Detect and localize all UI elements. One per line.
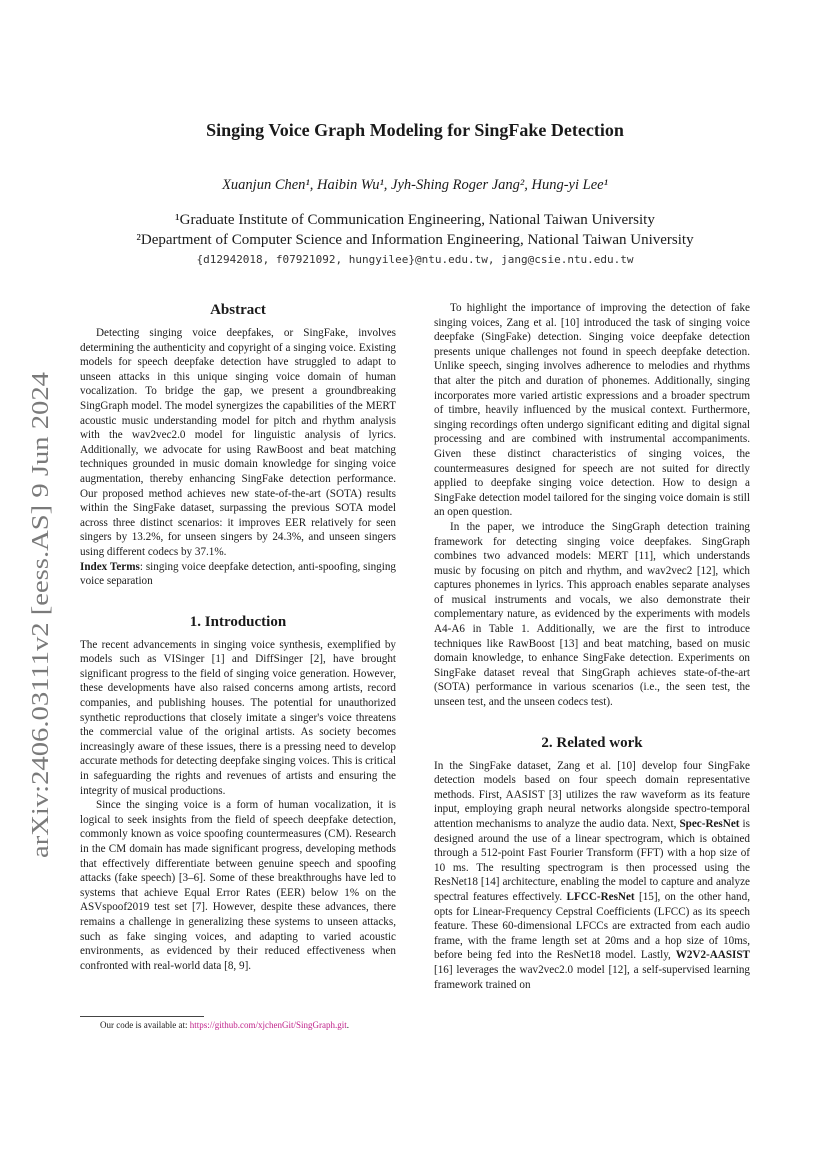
intro-paragraph-3: To highlight the importance of improving the detection of fake singing voices, Zang et al. [10] introduced the task of singing voice deepfake (SingFake) detection. Singing voice deepfake detection presents unique challenges not found in speech deepfake detection. Unlike speech, singing involves adherence to melodies and rhythms that alter the pitch and duration of phonemes. Additionally, singing incorporates more varied artistic expressions and a broader spectrum of timbre, heavily influenced by the musical context. Furthermore, singing recordings often undergo significant editing and digital signal processing and are combined with instrumental accompaniments. Given these distinct characteristics of singing voices, the countermeasures designed for speech are not suited for directly applied to deepfake singing voice detection. How to design a SingFake detection model tailored for the singing voice domain is still an open question. [434, 302, 750, 519]
intro-paragraph-4: In the paper, we introduce the SingGraph detection training framework for detecting singing voice deepfakes. SingGraph combines two advanced models: MERT [11], which understands music by focusing on pitch and rhythm, and wav2vec2 [12], which captures phonemes in lyrics. This approach enables separate analyses of musical instruments and vocals, we also demonstrate their complementary nature, as evidenced by the experiments with models A4-A6 in Table 1. Additionally, we are the first to introduce techniques like RawBoost [13] and beat matching, based on music domain knowledge, to enhance SingFake detection. Experiments on SingFake dataset reveal that SingGraph achieves state-of-the-art (SOTA) performance in various scenarios (i.e., the seen test, the unseen test, and the unseen codecs test). [434, 520, 750, 709]
related-text-3: [15], on the other hand, opts for Linear-Frequency Cepstral Coefficients (LFCC) as its speech feature. These 60-dimensional LFCCs are extracted from each audio frame, with the frame length set at 20ms and a hop size of 10ms, before being fed into the ResNet18 model. Lastly, [434, 890, 750, 962]
footnote-end: . [346, 1020, 349, 1030]
introduction-heading: 1. Introduction [189, 613, 287, 630]
arxiv-side-stamp [18, 370, 58, 860]
affiliation-2: ²Department of Computer Science and Information Engineering, National Taiwan University [136, 232, 694, 248]
arxiv-stamp-text: arXiv:2406.03111v2 [eess.AS] 9 Jun 2024 [27, 441, 54, 858]
index-terms-text: : singing voice deepfake detection, anti-spoofing, singing voice separation [80, 560, 396, 588]
related-text-1: In the SingFake dataset, Zang et al. [10] develop four SingFake detection models based on four speech domain representative methods. First, AASIST [3] utilizes the raw waveform as its feature input, employing graph neural networks alongside spectro-temporal attention mechanisms to analyze the audio data. Next, [434, 759, 750, 830]
author-list: Xuanjun Chen¹, Haibin Wu¹, Jyh-Shing Roger Jang², Hung-yi Lee¹ [222, 177, 608, 193]
author-emails: {d12942018, f07921092, hungyilee}@ntu.edu.tw, jang@csie.ntu.edu.tw [196, 253, 634, 266]
related-text-4: [16] leverages the wav2vec2.0 model [12], a self-supervised learning framework trained on [434, 963, 750, 991]
index-terms-label: Index Terms [80, 560, 140, 573]
code-repo-link[interactable]: https://github.com/xjchenGit/SingGraph.git [189, 1020, 347, 1030]
footnote-rule [80, 1016, 204, 1017]
left-column [80, 301, 396, 973]
spec-resnet-term: Spec-ResNet [679, 818, 740, 830]
right-column [434, 301, 750, 992]
footnote-text: Our code is available at: [100, 1020, 190, 1030]
related-work-heading: 2. Related work [541, 734, 643, 751]
w2v2-aasist-term: W2V2-AASIST [675, 949, 750, 962]
intro-paragraph-1: The recent advancements in singing voice synthesis, exemplified by models such as VISinger [1] and DiffSinger [2], have brought significant progress to the field of singing voice generation. However, these developments have also raised concerns among artists, record companies, and publishing houses. The potential for unauthorized synthetic reproductions that closely imitate a singer's voice threatens the commercial value of the original artists. As society becomes increasingly aware of these issues, there is a pressing need to develop accurate methods for detecting deepfake singing voices. This is critical in safeguarding the rights and revenues of artists and ensuring the integrity of musical productions. [80, 638, 396, 797]
paper-title: Singing Voice Graph Modeling for SingFake Detection [206, 120, 624, 140]
abstract-heading: Abstract [210, 302, 266, 318]
affiliation-1: ¹Graduate Institute of Communication Engineering, National Taiwan University [175, 212, 655, 228]
index-terms [80, 560, 396, 589]
intro-paragraph-2: Since the singing voice is a form of human vocalization, it is logical to seek insights from the field of speech deepfake detection, commonly known as voice spoofing countermeasures (CM). Research in the CM domain has made significant progress, developing methods that effectively differentiate between genuine speech and spoofing attacks (fake speech) [3–6]. Some of these breakthroughs have led to systems that achieve Equal Error Rates (EER) below 1% on the ASVspoof2019 test set [7]. However, despite these advances, there remains a challenge in generalizing these systems to unseen attacks, such as fake singing voices, and adapting to varied acoustic environments, as evidenced by their reduced effectiveness when confronted with real-world data [8, 9]. [80, 799, 396, 972]
footnote [80, 1019, 410, 1031]
related-text-2: is designed around the use of a linear spectrogram, which is obtained through a 512-point Fast Fourier Transform (FFT) with a hop size of 10 ms. The resulting spectrogram is then processed using the ResNet18 [14] architecture, enabling the model to capture and analyze spectral features effectively. [434, 818, 750, 903]
abstract-text: Detecting singing voice deepfakes, or SingFake, involves determining the authenticity and copyright of a singing voice. Existing models for speech deepfake detection have struggled to adapt to unseen attacks in this unique singing voice domain of human vocalization. To bridge the gap, we present a groundbreaking SingGraph model. The model synergizes the capabilities of the MERT acoustic music understanding model for pitch and rhythm analysis with the wav2vec2.0 model for linguistic analysis of lyrics. Additionally, we advocate for using RawBoost and beat matching techniques grounded in music domain knowledge for singing voice augmentation, thereby enhancing SingFake detection performance. Our proposed method achieves new state-of-the-art (SOTA) results within the SingFake dataset, surpassing the previous SOTA model across three distinct scenarios: it improves EER relatively for seen singers by 13.2%, for unseen singers by 24.3%, and unseen singers using different codecs by 37.1%. [80, 327, 396, 558]
related-work-paragraph [434, 759, 750, 993]
lfcc-resnet-term: LFCC-ResNet [566, 890, 635, 903]
